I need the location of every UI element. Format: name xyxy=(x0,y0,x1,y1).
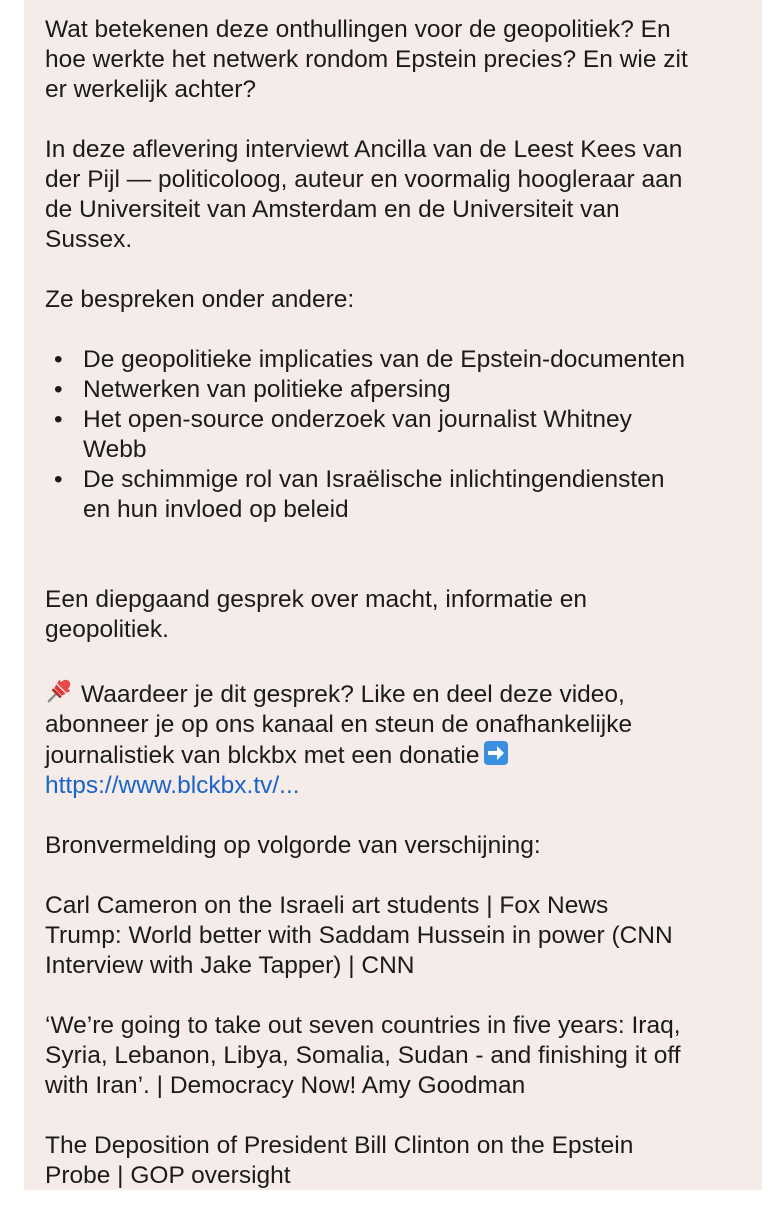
topics-list xyxy=(45,345,745,525)
donation-link[interactable]: https://www.blckbx.tv/... xyxy=(45,772,300,799)
topics-heading: Ze bespreken onder andere: xyxy=(45,286,355,313)
video-description xyxy=(45,15,745,1221)
intro-paragraph: Wat betekenen deze onthullingen voor de geopolitiek? En hoe werkte het netwerk rondom Epstein precies? En wie zit er werkelijk achter? xyxy=(45,16,688,103)
cta-paragraph: Waardeer je dit gesprek? Like en deel deze video, abonneer je op ons kanaal en steun de onafhankelijke journalistiek van blckbx met een donatie https://www.blckbx.tv/... xyxy=(45,675,745,801)
list-item: • Het open-source onderzoek van journalist Whitney Webb xyxy=(54,406,632,463)
right-arrow-icon xyxy=(483,740,509,766)
sources-group-2: ‘We’re going to take out seven countries in five years: Iraq, Syria, Lebanon, Libya, Somalia, Sudan - and finishing it off with Iran’. | Democracy Now! Amy Goodman xyxy=(45,1012,681,1099)
summary-paragraph: Een diepgaand gesprek over macht, informatie en geopolitiek. xyxy=(45,586,588,643)
bullet-icon: • xyxy=(54,466,63,493)
bullet-icon: • xyxy=(54,406,63,433)
sources-heading: Bronvermelding op volgorde van verschijning: xyxy=(45,832,541,859)
list-item: • De schimmige rol van Israëlische inlichtingendiensten en hun invloed op beleid xyxy=(54,466,665,523)
sources-group-3: The Deposition of President Bill Clinton on the Epstein Probe | GOP oversight xyxy=(45,1132,634,1189)
bullet-icon: • xyxy=(54,376,63,403)
sources-group-1: Carl Cameron on the Israeli art students | Fox News Trump: World better with Saddam Hussein in power (CNN Interview with Jake Tapper) | CNN xyxy=(45,892,673,979)
list-item: • De geopolitieke implicaties van de Epstein-documenten xyxy=(54,346,685,373)
guest-paragraph: In deze aflevering interviewt Ancilla van de Leest Kees van der Pijl — politicoloog, auteur en voormalig hoogleraar aan de Universiteit van Amsterdam en de Universiteit van Sussex. xyxy=(45,136,683,253)
bullet-icon: • xyxy=(54,346,63,373)
list-item: • Netwerken van politieke afpersing xyxy=(54,376,451,403)
pushpin-icon xyxy=(45,675,75,705)
